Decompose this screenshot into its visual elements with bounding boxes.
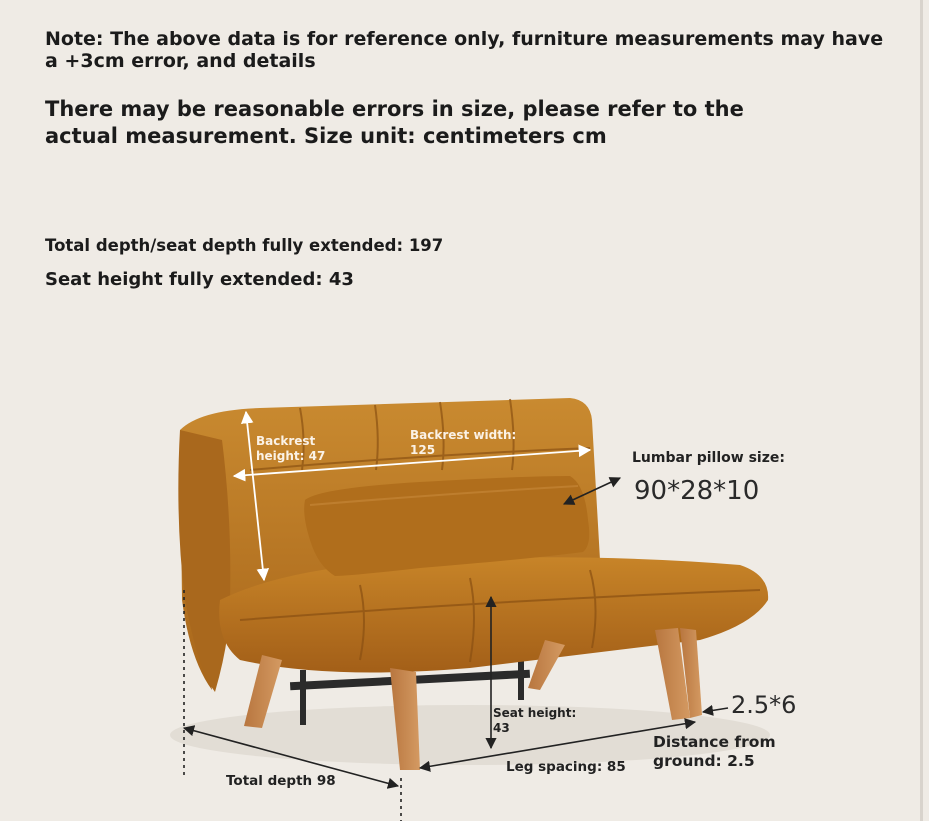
reference-note: Note: The above data is for reference only, furniture measurements may have a +3cm error, and details	[45, 28, 884, 72]
seat-height-label: Seat height: 43	[493, 706, 577, 735]
distance-from-ground-label: Distance from ground: 2.5	[653, 733, 776, 770]
seat-height-extended-spec: Seat height fully extended: 43	[45, 269, 354, 290]
lumbar-pillow-title: Lumbar pillow size:	[632, 450, 785, 466]
lumbar-pillow-value: 90*28*10	[634, 476, 760, 506]
backrest-height-label: Backrest height: 47	[256, 434, 326, 463]
size-notice: There may be reasonable errors in size, please refer to the actual measurement. Size unit: centimeters cm	[45, 97, 744, 148]
backrest-width-label: Backrest width: 125	[410, 428, 517, 457]
leg-size-label: 2.5*6	[731, 691, 797, 719]
leg-spacing-label: Leg spacing: 85	[506, 759, 626, 775]
total-depth-label: Total depth 98	[226, 773, 336, 789]
total-depth-extended-spec: Total depth/seat depth fully extended: 197	[45, 236, 444, 255]
